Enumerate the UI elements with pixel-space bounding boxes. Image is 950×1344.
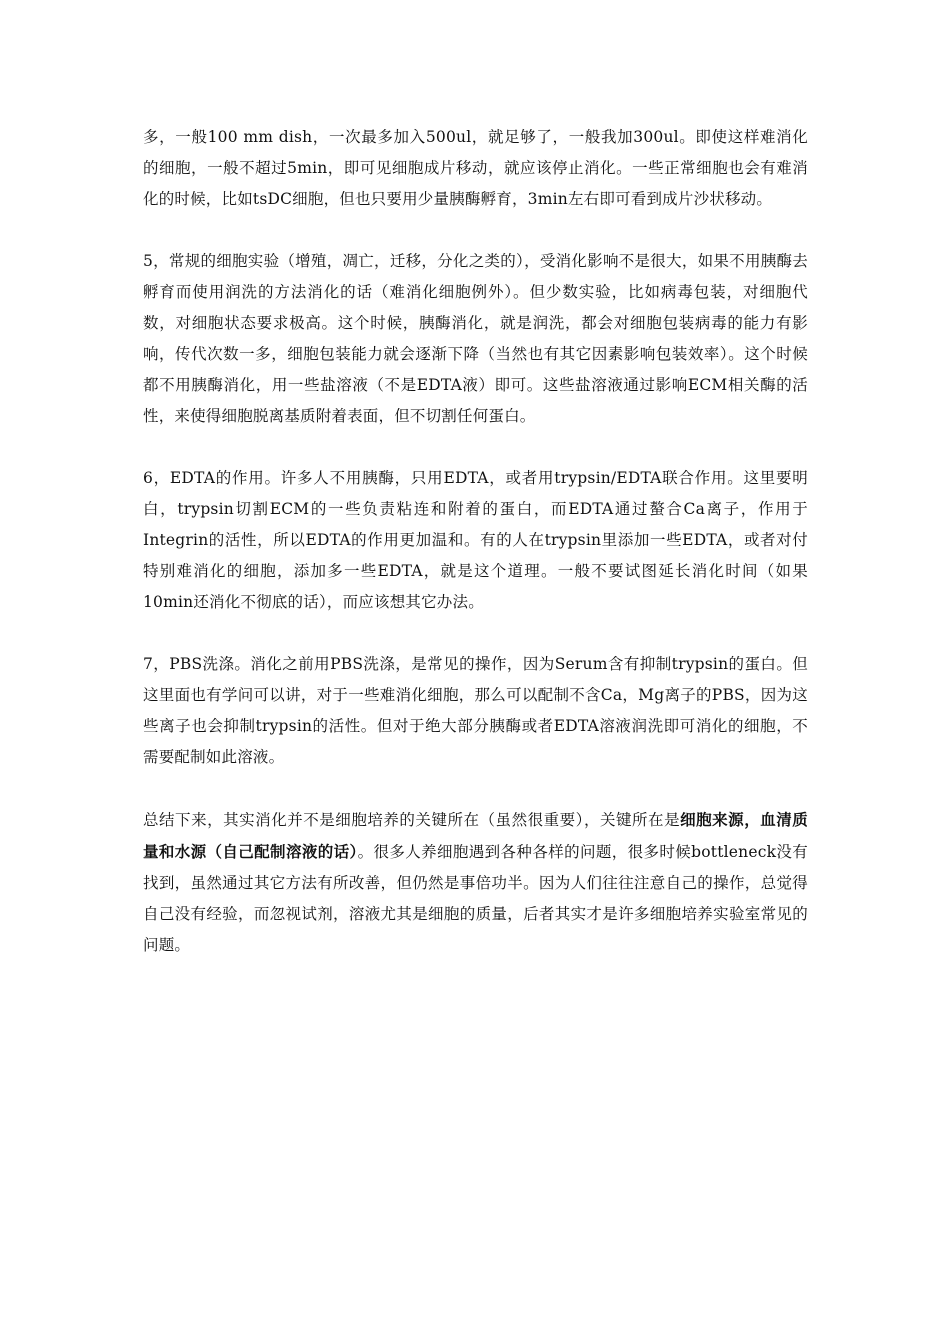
paragraph-summary [143, 804, 808, 961]
paragraph-5-routine-experiments: 5，常规的细胞实验（增殖，凋亡，迁移，分化之类的），受消化影响不是很大，如果不用胰酶去孵育而使用润洗的方法消化的话（难消化细胞例外）。但少数实验，比如病毒包装，对细胞代数，对细胞状态要求极高。这个时候，胰酶消化，就是润洗，都会对细胞包装病毒的能力有影响，传代次数一多，细胞包装能力就会逐渐下降（当然也有其它因素影响包装效率）。这个时候都不用胰酶消化，用一些盐溶液（不是EDTA液）即可。这些盐溶液通过影响ECM相关酶的活性，来使得细胞脱离基质附着表面，但不切割任何蛋白。 [143, 252, 808, 425]
paragraph-6-edta: 6，EDTA的作用。许多人不用胰酶，只用EDTA，或者用trypsin/EDTA联合作用。这里要明白，trypsin切割ECM的一些负责粘连和附着的蛋白，而EDTA通过螯合Ca离子，作用于Integrin的活性，所以EDTA的作用更加温和。有的人在trypsin里添加一些EDTA，或者对付特别难消化的细胞，添加多一些EDTA，就是这个道理。一般不要试图延长消化时间（如果10min还消化不彻底的话），而应该想其它办法。 [143, 469, 808, 611]
summary-text-after: 。很多人养细胞遇到各种各样的问题，很多时候bottleneck没有找到，虽然通过其它方法有所改善，但仍然是事倍功半。因为人们往往注意自己的操作，总觉得自己没有经验，而忽视试剂，溶液尤其是细胞的质量，后者其实才是许多细胞培养实验室常见的问题。 [143, 843, 808, 954]
paragraph-trypsin-volume: 多，一般100 mm dish，一次最多加入500ul，就足够了，一般我加300ul。即使这样难消化的细胞，一般不超过5min，即可见细胞成片移动，就应该停止消化。一些正常细胞也会有难消化的时候，比如tsDC细胞，但也只要用少量胰酶孵育，3min左右即可看到成片沙状移动。 [143, 128, 808, 208]
summary-text-before: 总结下来，其实消化并不是细胞培养的关键所在（虽然很重要），关键所在是 [143, 811, 681, 829]
paragraph-7-pbs-wash: 7，PBS洗涤。消化之前用PBS洗涤，是常见的操作，因为Serum含有抑制trypsin的蛋白。但这里面也有学问可以讲，对于一些难消化细胞，那么可以配制不含Ca，Mg离子的PBS，因为这些离子也会抑制trypsin的活性。但对于绝大部分胰酶或者EDTA溶液润洗即可消化的细胞，不需要配制如此溶液。 [143, 655, 808, 766]
summary-bold-key-factors: 细胞来源，血清质量和水源（自己配制溶液的话） [143, 810, 808, 861]
document-body [143, 122, 808, 992]
